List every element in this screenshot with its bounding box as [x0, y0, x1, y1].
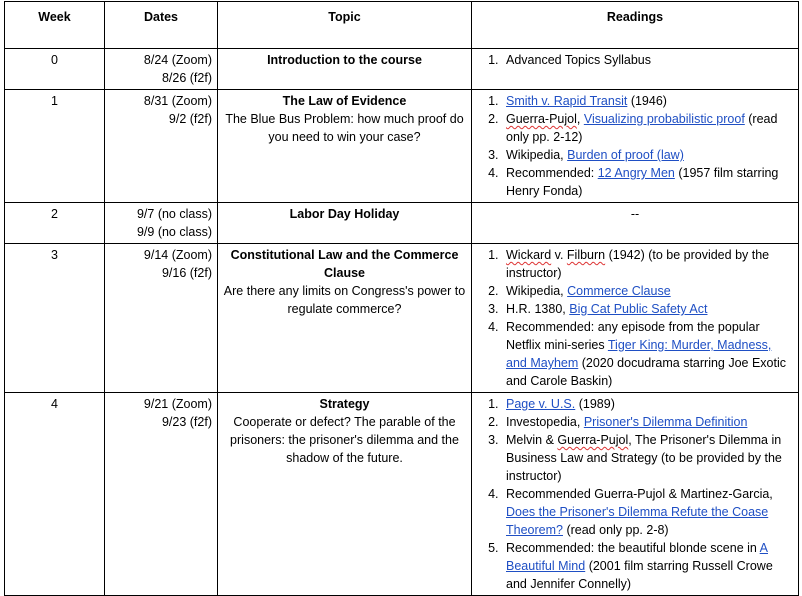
- date: 8/26 (f2f): [161, 71, 212, 85]
- week-topic: [218, 90, 472, 203]
- reading-link[interactable]: Visualizing probabilistic proof: [583, 112, 745, 126]
- week-dates: [105, 393, 218, 596]
- reading-link[interactable]: Prisoner's Dilemma Definition: [583, 415, 748, 429]
- topic-description: The Blue Bus Problem: how much proof do you need to win your case?: [225, 112, 464, 144]
- date: 9/9 (no class): [136, 225, 212, 239]
- reading-link[interactable]: Smith v. Rapid Transit: [506, 94, 628, 108]
- week-number: 4: [5, 393, 105, 596]
- reading-item: 2. Guerra-Pujol, Visualizing probabilistic proof (read only pp. 2-12): [502, 110, 793, 146]
- week-readings: --: [472, 203, 799, 244]
- week-topic: [218, 49, 472, 90]
- header-row: [5, 2, 799, 49]
- reading-item: 2. Wikipedia, Commerce Clause: [502, 282, 793, 300]
- reading-item: 3. H.R. 1380, Big Cat Public Safety Act: [502, 300, 793, 318]
- syllabus-table: [4, 1, 799, 596]
- reading-item: 1. Advanced Topics Syllabus: [502, 51, 793, 69]
- topic-title: Constitutional Law and the Commerce Clause: [230, 248, 459, 280]
- week-topic: [218, 244, 472, 393]
- reading-link[interactable]: Tiger King: Murder, Madness, and Mayhem: [506, 338, 772, 370]
- week-dates: [105, 49, 218, 90]
- table-row: [5, 49, 799, 90]
- topic-title: Strategy: [319, 397, 370, 411]
- reading-item: 1. Page v. U.S. (1989): [502, 395, 793, 413]
- week-topic: [218, 203, 472, 244]
- reading-link[interactable]: 12 Angry Men: [597, 166, 675, 180]
- week-dates: [105, 90, 218, 203]
- table-row: [5, 244, 799, 393]
- week-readings: [472, 90, 799, 203]
- week-readings: [472, 393, 799, 596]
- date: 9/16 (f2f): [161, 266, 212, 280]
- week-number: 3: [5, 244, 105, 393]
- reading-item: 1. Smith v. Rapid Transit (1946): [502, 92, 793, 110]
- topic-description: Are there any limits on Congress's power to regulate commerce?: [223, 284, 466, 316]
- header-dates: Dates: [105, 2, 218, 49]
- reading-link[interactable]: Big Cat Public Safety Act: [569, 302, 708, 316]
- date: 8/31 (Zoom): [143, 94, 212, 108]
- week-dates: [105, 244, 218, 393]
- date: 9/7 (no class): [136, 207, 212, 221]
- header-week: Week: [5, 2, 105, 49]
- header-topic: Topic: [218, 2, 472, 49]
- reading-link[interactable]: Commerce Clause: [567, 284, 671, 298]
- reading-link[interactable]: A Beautiful Mind: [506, 541, 768, 573]
- week-number: 1: [5, 90, 105, 203]
- topic-description: Cooperate or defect? The parable of the prisoners: the prisoner's dilemma and the shadow of the future.: [230, 415, 459, 465]
- reading-item: 3. Melvin & Guerra-Pujol, The Prisoner's Dilemma in Business Law and Strategy (to be provided by the instructor): [502, 431, 793, 485]
- date: 8/24 (Zoom): [143, 53, 212, 67]
- reading-item: 4. Recommended: any episode from the popular Netflix mini-series Tiger King: Murder, Madness, and Mayhem (2020 docudrama starring Joe Exotic and Carole Baskin): [502, 318, 793, 390]
- reading-item: 5. Recommended: the beautiful blonde scene in A Beautiful Mind (2001 film starring Russell Crowe and Jennifer Connelly): [502, 539, 793, 593]
- reading-link[interactable]: Does the Prisoner's Dilemma Refute the Coase Theorem?: [506, 505, 769, 537]
- reading-link[interactable]: Page v. U.S.: [506, 397, 576, 411]
- week-readings: [472, 49, 799, 90]
- table-row: [5, 203, 799, 244]
- date: 9/21 (Zoom): [143, 397, 212, 411]
- topic-title: Labor Day Holiday: [289, 207, 400, 221]
- reading-item: 4. Recommended: 12 Angry Men (1957 film starring Henry Fonda): [502, 164, 793, 200]
- week-topic: [218, 393, 472, 596]
- reading-link[interactable]: Burden of proof (law): [567, 148, 684, 162]
- week-number: 2: [5, 203, 105, 244]
- reading-item: 3. Wikipedia, Burden of proof (law): [502, 146, 793, 164]
- table-row: [5, 393, 799, 596]
- date: 9/2 (f2f): [168, 112, 212, 126]
- header-readings: Readings: [472, 2, 799, 49]
- week-dates: [105, 203, 218, 244]
- reading-item: 1. Wickard v. Filburn (1942) (to be provided by the instructor): [502, 246, 793, 282]
- week-number: 0: [5, 49, 105, 90]
- reading-item: 4. Recommended Guerra-Pujol & Martinez-Garcia, Does the Prisoner's Dilemma Refute the Coase Theorem? (read only pp. 2-8): [502, 485, 793, 539]
- date: 9/14 (Zoom): [143, 248, 212, 262]
- date: 9/23 (f2f): [161, 415, 212, 429]
- week-readings: [472, 244, 799, 393]
- topic-title: The Law of Evidence: [282, 94, 407, 108]
- reading-item: 2. Investopedia, Prisoner's Dilemma Definition: [502, 413, 793, 431]
- topic-title: Introduction to the course: [267, 53, 422, 67]
- table-row: [5, 90, 799, 203]
